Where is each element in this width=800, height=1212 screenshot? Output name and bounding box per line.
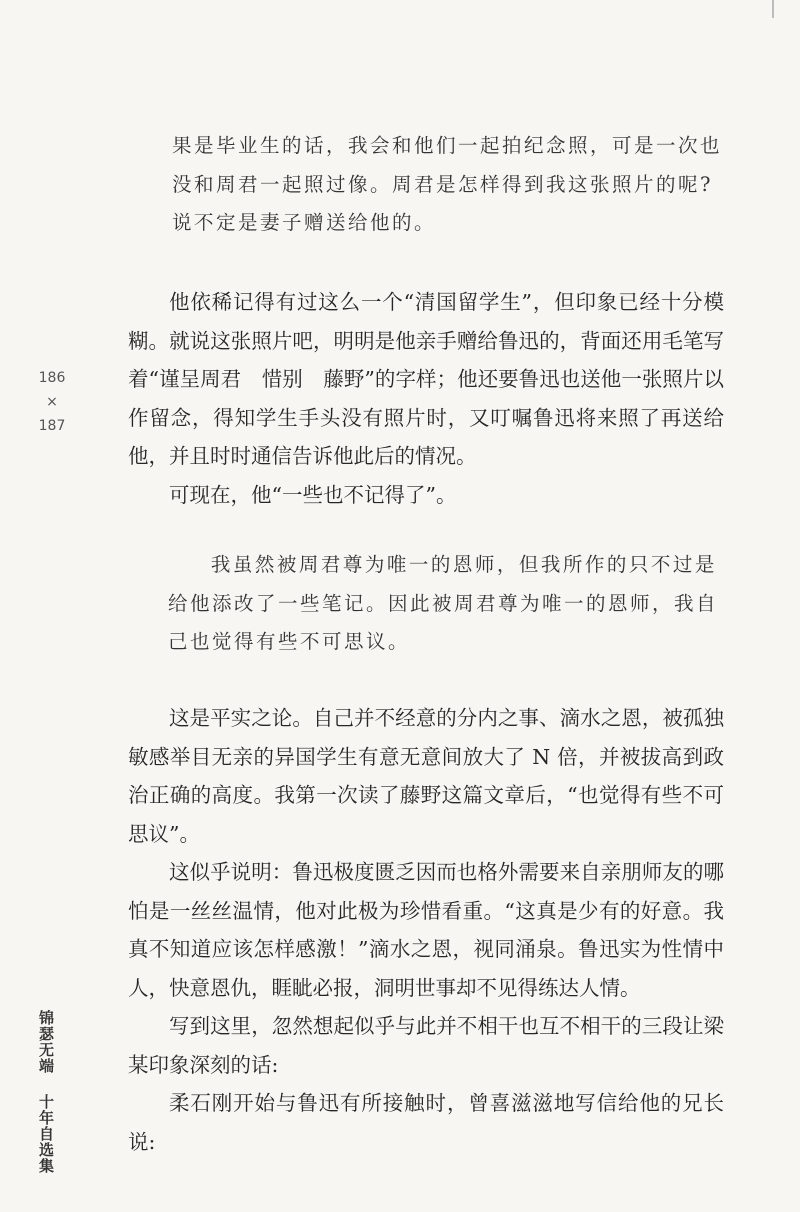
top-edge-line xyxy=(772,0,774,18)
quote-line: 说不定是妻子赠送给他的。 xyxy=(172,211,437,234)
spine-title xyxy=(36,1010,57,1174)
quote-line: 给他添改了一些笔记。因此被周君尊为唯一的恩师，我自 xyxy=(168,591,719,615)
paragraph: 写到这里，忽然想起似乎与此并不相干也互不相干的三段让梁某印象深刻的话: xyxy=(128,1014,724,1077)
quote-block-2 xyxy=(168,546,718,662)
page-number xyxy=(32,366,72,438)
quote-line: 没和周君一起照过像。周君是怎样得到我这张照片的呢? xyxy=(172,172,713,196)
page-number-left: 186 xyxy=(38,370,66,386)
paragraph: 这是平实之论。自己并不经意的分内之事、滴水之恩，被孤独敏感举目无亲的异国学生有意无意间放大了 N 倍，并被拔高到政治正确的高度。我第一次读了藤野这篇文章后，“也觉得有些不可思议”。 xyxy=(128,706,724,846)
quote-line: 我虽然被周君尊为唯一的恩师，但我所作的只不过是 xyxy=(210,553,717,576)
paragraph: 可现在，他“一些也不记得了”。 xyxy=(169,482,457,507)
paragraph: 这似乎说明：鲁迅极度匮乏因而也格外需要来自亲朋师友的哪怕是一丝丝温情，他对此极为珍惜看重。“这真是少有的好意。我真不知道应该怎样感激！”滴水之恩，视同涌泉。鲁迅实为性情中人，快意恩仇，睚眦必报，洞明世事却不见得练达人情。 xyxy=(128,860,724,1000)
quote-line: 果是毕业生的话，我会和他们一起拍纪念照，可是一次也 xyxy=(172,134,723,157)
page-number-separator: × xyxy=(46,394,58,410)
paragraph: 他依稀记得有过这么一个“清国留学生”，但印象已经十分模糊。就说这张照片吧，明明是他亲手赠给鲁迅的，背面还用毛笔写着“谨呈周君 惜别 藤野”的字样；他还要鲁迅也送他一张照片以作留念，得知学生手头没有照片时，又叮嘱鲁迅将来照了再送给他，并且时时通信告诉他此后的情况。 xyxy=(128,290,724,468)
series-title: 十年自选集 xyxy=(37,1094,55,1175)
page-number-right: 187 xyxy=(38,418,66,434)
paragraph: 柔石刚开始与鲁迅有所接触时，曾喜滋滋地写信给他的兄长说: xyxy=(128,1091,724,1154)
body-section-2 xyxy=(128,699,724,1161)
quote-line: 己也觉得有些不可思议。 xyxy=(168,630,411,653)
quote-block-1 xyxy=(172,127,722,243)
book-title: 锦瑟无端 xyxy=(37,1010,55,1074)
body-section-1 xyxy=(128,283,724,514)
